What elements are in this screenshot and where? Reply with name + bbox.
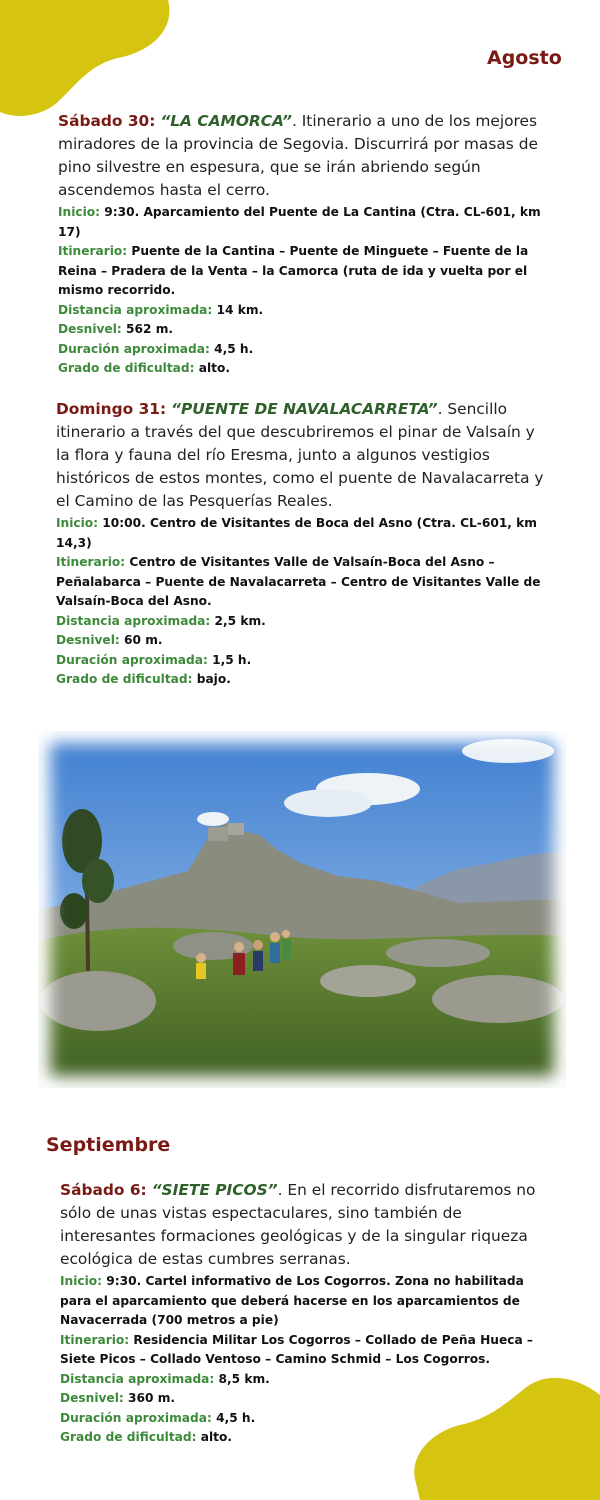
- detail-desnivel: [60, 1389, 546, 1409]
- detail-label: Grado de dificultad:: [56, 672, 193, 686]
- detail-value: 9:30. Aparcamiento del Puente de La Cantina (Ctra. CL-601, km 17): [58, 205, 541, 239]
- detail-value: 14 km.: [216, 302, 264, 317]
- detail-value: alto.: [198, 361, 230, 375]
- detail-desnivel: [56, 631, 548, 651]
- detail-value: 2,5 km.: [214, 613, 266, 628]
- detail-label: Desnivel:: [60, 1391, 124, 1405]
- event-name: “PUENTE DE NAVALACARRETA”: [171, 400, 438, 418]
- photo-illustration: [38, 731, 566, 1088]
- event-siete-picos: [60, 1179, 546, 1448]
- event-date: Sábado 6:: [60, 1181, 147, 1199]
- detail-label: Duración aproximada:: [56, 652, 208, 667]
- detail-value: Puente de la Cantina – Puente de Minguete – Fuente de la Reina – Pradera de la Venta – la Camorca (ruta de ida y vuelta por el mismo recorrido.: [58, 244, 529, 297]
- detail-duracion: [58, 340, 548, 360]
- detail-duracion: [60, 1409, 546, 1429]
- detail-value: Centro de Visitantes Valle de Valsaín-Boca del Asno – Peñalabarca – Puente de Navalacarreta – Centro de Visitantes Valle de Valsaín-Boca del Asno.: [56, 555, 541, 608]
- detail-value: 9:30. Cartel informativo de Los Cogorros. Zona no habilitada para el aparcamiento que deberá hacerse en los aparcamientos de Navacerrada (700 metros a pie): [60, 1274, 524, 1327]
- mountain-hikers-photo: [38, 731, 566, 1088]
- detail-value: 360 m.: [128, 1391, 176, 1405]
- detail-label: Desnivel:: [56, 633, 120, 647]
- detail-label: Grado de dificultad:: [60, 1430, 197, 1444]
- event-date: Domingo 31:: [56, 400, 167, 418]
- month-heading-august: Agosto: [487, 47, 562, 69]
- detail-value: bajo.: [196, 672, 231, 686]
- detail-label: Itinerario:: [56, 555, 126, 569]
- event-date: Sábado 30:: [58, 112, 156, 130]
- detail-dificultad: [60, 1428, 546, 1448]
- detail-label: Duración aproximada:: [58, 341, 210, 356]
- month-heading-september: Septiembre: [46, 1134, 171, 1156]
- detail-inicio: [56, 514, 548, 553]
- detail-dificultad: [58, 359, 548, 379]
- yellow-blob-top-decoration: [0, 0, 175, 120]
- detail-value: 4,5 h.: [216, 1410, 256, 1425]
- event-intro: [58, 110, 548, 202]
- detail-distancia: [56, 612, 548, 632]
- event-name: “SIETE PICOS”: [151, 1181, 278, 1199]
- detail-value: 8,5 km.: [218, 1371, 270, 1386]
- event-description: . Sencillo itinerario a través del que descubriremos el pinar de Valsaín y la flora y fauna del río Eresma, junto a algunos vestigios históricos de estos montes, como el puente de Navalacarreta y el Camino de las Pesquerías Reales.: [56, 400, 544, 510]
- detail-inicio: [60, 1272, 546, 1331]
- detail-label: Duración aproximada:: [60, 1410, 212, 1425]
- detail-label: Distancia aproximada:: [60, 1371, 215, 1386]
- event-la-camorca: [58, 110, 548, 379]
- detail-label: Inicio:: [56, 516, 99, 530]
- detail-value: 562 m.: [126, 322, 174, 336]
- event-name: “LA CAMORCA”: [160, 112, 292, 130]
- detail-value: 60 m.: [124, 633, 163, 647]
- event-description: . En el recorrido disfrutaremos no sólo de unas vistas espectaculares, sino también de interesantes formaciones geológicas y de la singular riqueza ecológica de estas cumbres serranas.: [60, 1181, 536, 1268]
- detail-dificultad: [56, 670, 548, 690]
- detail-label: Itinerario:: [60, 1332, 130, 1347]
- detail-label: Distancia aproximada:: [56, 613, 211, 628]
- event-intro: [60, 1179, 546, 1271]
- detail-inicio: [58, 203, 548, 242]
- detail-desnivel: [58, 320, 548, 340]
- detail-label: Inicio:: [58, 205, 101, 219]
- detail-label: Distancia aproximada:: [58, 302, 213, 317]
- detail-itinerario: [60, 1331, 546, 1370]
- event-description: . Itinerario a uno de los mejores miradores de la provincia de Segovia. Discurrirá por masas de pino silvestre en espesura, que se irán abriendo según ascendemos hasta el cerro.: [58, 112, 538, 199]
- event-puente-navalacarreta: [56, 398, 548, 690]
- detail-value: 1,5 h.: [212, 652, 252, 667]
- detail-itinerario: [58, 242, 548, 301]
- detail-distancia: [60, 1370, 546, 1390]
- detail-value: 10:00. Centro de Visitantes de Boca del Asno (Ctra. CL-601, km 14,3): [56, 516, 537, 550]
- detail-value: alto.: [200, 1430, 232, 1444]
- detail-distancia: [58, 301, 548, 321]
- detail-label: Itinerario:: [58, 244, 128, 258]
- detail-label: Grado de dificultad:: [58, 361, 195, 375]
- detail-label: Inicio:: [60, 1274, 103, 1288]
- detail-itinerario: [56, 553, 548, 612]
- detail-value: 4,5 h.: [214, 341, 254, 356]
- event-intro: [56, 398, 548, 513]
- detail-label: Desnivel:: [58, 322, 122, 336]
- detail-duracion: [56, 651, 548, 671]
- detail-value: Residencia Militar Los Cogorros – Collado de Peña Hueca –Siete Picos – Collado Ventoso – Camino Schmid – Los Cogorros.: [60, 1332, 534, 1366]
